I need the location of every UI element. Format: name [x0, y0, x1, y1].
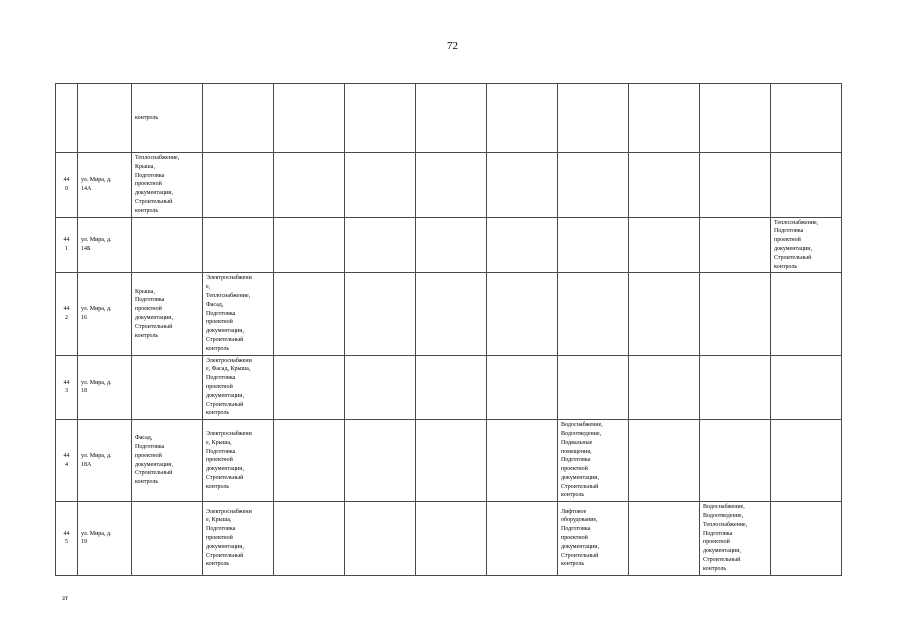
work-cell — [629, 273, 700, 355]
work-cell — [771, 153, 842, 218]
work-cell — [487, 420, 558, 502]
work-cell — [700, 84, 771, 153]
work-cell — [700, 217, 771, 273]
work-cell — [700, 153, 771, 218]
work-cell — [629, 217, 700, 273]
work-cell — [345, 355, 416, 420]
row-number: 44 1 — [56, 217, 78, 273]
work-cell — [274, 355, 345, 420]
work-cell: Лифтовое оборудование, Подготовка проектной документации, Строительный контроль — [558, 502, 629, 575]
work-cell — [416, 420, 487, 502]
table-row — [56, 273, 842, 355]
footer-mark: зт — [62, 594, 68, 602]
work-cell — [487, 84, 558, 153]
row-address — [78, 84, 132, 153]
work-cell — [629, 153, 700, 218]
row-number: 44 3 — [56, 355, 78, 420]
work-cell — [700, 420, 771, 502]
work-cell — [487, 217, 558, 273]
work-cell — [203, 217, 274, 273]
work-cell — [700, 273, 771, 355]
row-address: ул. Мира, д. 18 — [78, 355, 132, 420]
work-cell — [700, 355, 771, 420]
row-address: ул. Мира, д. 19 — [78, 502, 132, 575]
row-number: 44 5 — [56, 502, 78, 575]
work-cell — [274, 273, 345, 355]
work-cell — [345, 217, 416, 273]
work-cell — [558, 217, 629, 273]
work-cell: Теплоснабжение, Крыша, Подготовка проектной документации, Строительный контроль — [132, 153, 203, 218]
table-row — [56, 502, 842, 575]
work-cell — [203, 84, 274, 153]
work-cell — [558, 153, 629, 218]
work-cell — [629, 502, 700, 575]
table-row — [56, 84, 842, 153]
work-cell — [274, 420, 345, 502]
page-number: 72 — [447, 40, 458, 52]
work-cell: Теплоснабжение, Подготовка проектной документации, Строительный контроль — [771, 217, 842, 273]
work-cell — [416, 153, 487, 218]
work-cell — [345, 502, 416, 575]
works-schedule-table — [55, 83, 842, 576]
work-cell — [558, 273, 629, 355]
work-cell — [203, 153, 274, 218]
work-cell — [487, 355, 558, 420]
work-cell — [132, 217, 203, 273]
work-cell — [416, 355, 487, 420]
work-cell — [771, 502, 842, 575]
work-cell — [416, 84, 487, 153]
work-cell — [345, 153, 416, 218]
row-address: ул. Мира, д. 16 — [78, 273, 132, 355]
work-cell — [345, 420, 416, 502]
work-cell — [771, 420, 842, 502]
work-cell: Водоснабжение, Водоотведение, Подвальные помещения, Подготовка проектной документации, Строительный контроль — [558, 420, 629, 502]
work-cell: Крыша, Подготовка проектной документации, Строительный контроль — [132, 273, 203, 355]
work-cell: Водоснабжение, Водоотведение, Теплоснабжение, Подготовка проектной документации, Строительный контроль — [700, 502, 771, 575]
work-cell: Фасад, Подготовка проектной документации, Строительный контроль — [132, 420, 203, 502]
work-cell — [558, 355, 629, 420]
table-row — [56, 355, 842, 420]
row-address: ул. Мира, д. 18А — [78, 420, 132, 502]
table-row — [56, 420, 842, 502]
table-row — [56, 217, 842, 273]
work-cell — [416, 502, 487, 575]
work-cell — [629, 420, 700, 502]
work-cell — [416, 217, 487, 273]
work-cell — [558, 84, 629, 153]
row-address: ул. Мира, д. 14Б — [78, 217, 132, 273]
work-cell — [274, 84, 345, 153]
work-cell — [416, 273, 487, 355]
work-cell: контроль — [132, 84, 203, 153]
work-cell — [771, 355, 842, 420]
work-cell — [771, 84, 842, 153]
work-cell: Электроснабжени е, Крыша, Подготовка проектной документации, Строительный контроль — [203, 420, 274, 502]
work-cell — [132, 502, 203, 575]
table-row — [56, 153, 842, 218]
work-cell — [274, 217, 345, 273]
work-cell — [345, 84, 416, 153]
row-number: 44 0 — [56, 153, 78, 218]
work-cell — [487, 502, 558, 575]
work-cell — [487, 153, 558, 218]
work-cell: Электроснабжени е, Теплоснабжение, Фасад, Подготовка проектной документации, Строительный контроль — [203, 273, 274, 355]
row-number: 44 2 — [56, 273, 78, 355]
work-cell — [132, 355, 203, 420]
work-cell: Электроснабжени е, Крыша, Подготовка проектной документации, Строительный контроль — [203, 502, 274, 575]
row-number: 44 4 — [56, 420, 78, 502]
work-cell — [274, 153, 345, 218]
work-cell: Электроснабжени е, Фасад, Крыша, Подготовка проектной документации, Строительный контроль — [203, 355, 274, 420]
work-cell — [345, 273, 416, 355]
work-cell — [771, 273, 842, 355]
work-cell — [629, 355, 700, 420]
work-cell — [487, 273, 558, 355]
row-number — [56, 84, 78, 153]
work-cell — [629, 84, 700, 153]
row-address: ул. Мира, д. 14А — [78, 153, 132, 218]
work-cell — [274, 502, 345, 575]
